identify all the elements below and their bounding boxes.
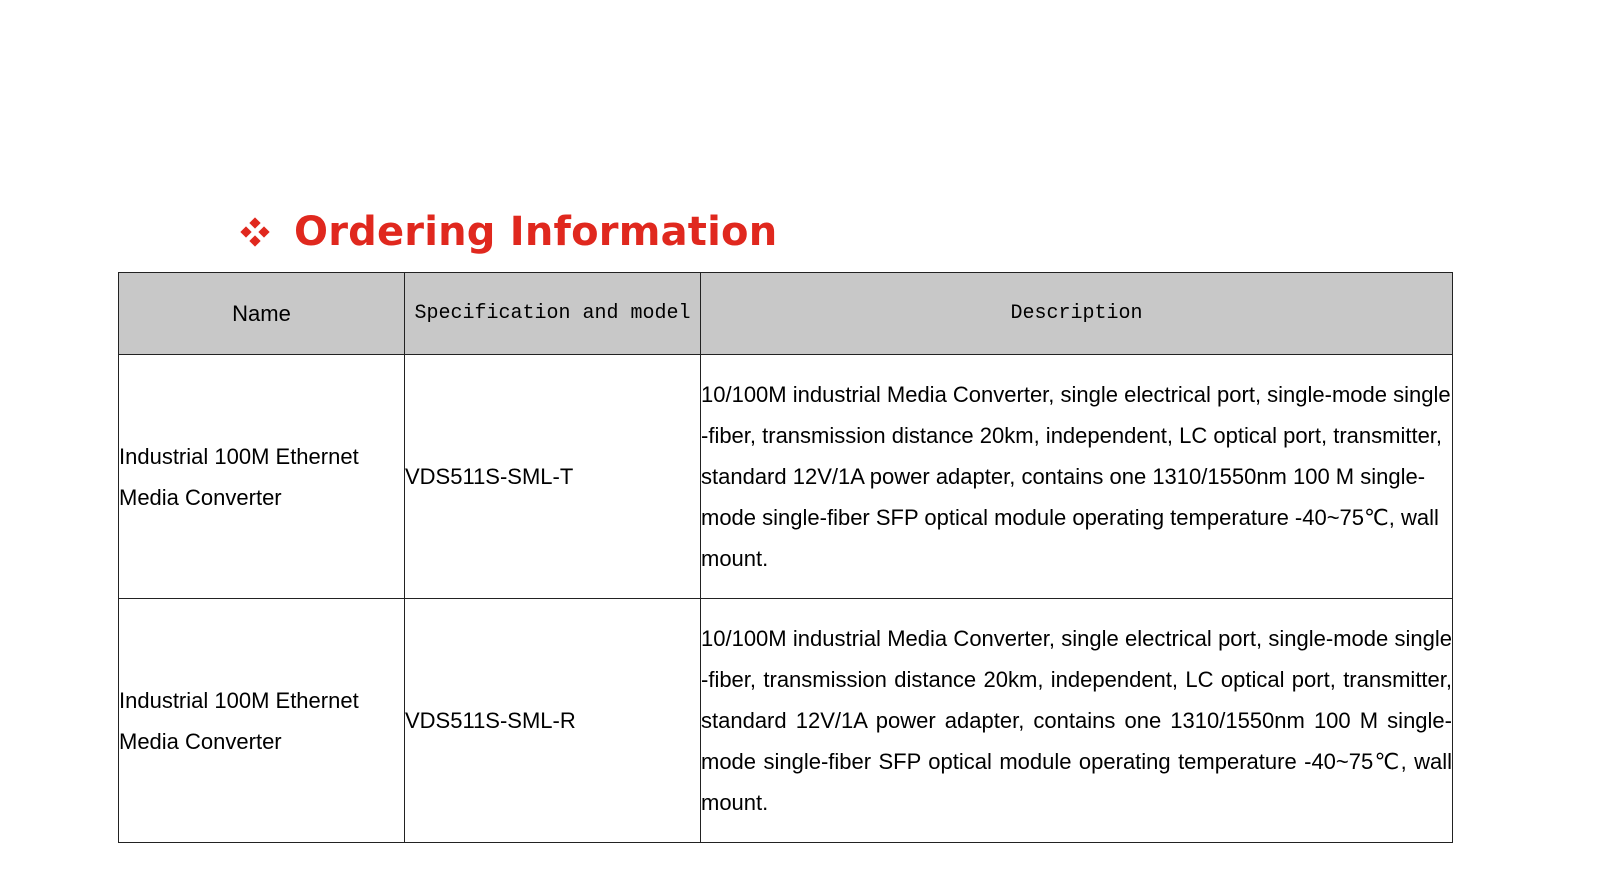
ordering-table — [118, 272, 1453, 843]
section-title: Ordering Information — [294, 209, 778, 255]
table-row — [119, 599, 1453, 843]
product-name-cell: Industrial 100M Ethernet Media Converter — [119, 599, 405, 843]
description-cell: 10/100M industrial Media Converter, single electrical port, single-mode single -fiber, transmission distance 20km, independent, LC optical port, transmitter, standard 12V/1A power adapter, contains one 1310/1550nm 100 M single-mode single-fiber SFP optical module operating temperature -40~75℃, wall mount. — [701, 355, 1453, 599]
table-header-row — [119, 273, 1453, 355]
column-header-specification: Specification and model — [405, 273, 701, 355]
model-cell: VDS511S-SML-T — [405, 355, 701, 599]
column-header-name: Name — [119, 273, 405, 355]
four-diamond-bullet-icon — [240, 217, 270, 247]
table-row — [119, 355, 1453, 599]
column-header-description: Description — [701, 273, 1453, 355]
section-heading — [240, 204, 777, 260]
product-name-cell: Industrial 100M Ethernet Media Converter — [119, 355, 405, 599]
model-cell: VDS511S-SML-R — [405, 599, 701, 843]
description-cell: 10/100M industrial Media Converter, single electrical port, single-mode single -fiber, transmission distance 20km, independent, LC optical port, transmitter, standard 12V/1A power adapter, contains one 1310/1550nm 100 M single-mode single-fiber SFP optical module operating temperature -40~75℃, wall mount. — [701, 599, 1453, 843]
